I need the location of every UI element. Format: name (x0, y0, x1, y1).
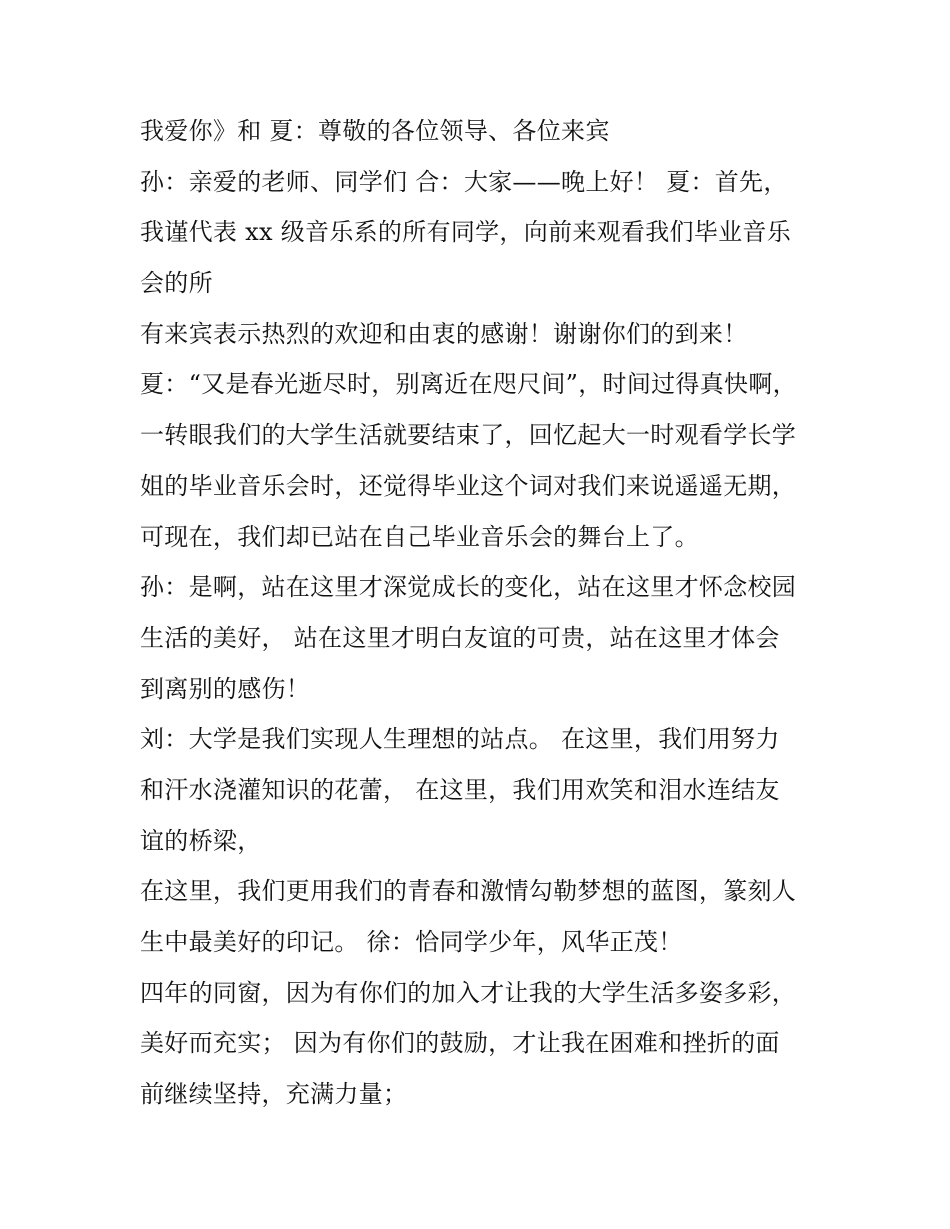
text-line-10: 孙：是啊，站在这里才深觉成长的变化，站在这里才怀念校园 (140, 573, 797, 602)
text-line-5: 有来宾表示热烈的欢迎和由衷的感谢！谢谢你们的到来！ (140, 319, 748, 348)
text-line-13: 刘：大学是我们实现人生理想的站点。 在这里，我们用努力 (140, 725, 780, 754)
text-line-12: 到离别的感伤！ (140, 674, 311, 703)
text-line-17: 生中最美好的印记。 徐：恰同学少年，风华正茂！ (140, 928, 683, 956)
text-line-4: 会的所 (140, 269, 213, 298)
text-line-3: 我谨代表 xx 级音乐系的所有同学，向前来观看我们毕业音乐 (140, 218, 792, 247)
text-line-19: 美好而充实； 因为有你们的鼓励，才让我在困难和挫折的面 (140, 1029, 780, 1058)
document-body (140, 106, 830, 1120)
text-line-14: 和汗水浇灌知识的花蕾， 在这里，我们用欢笑和泪水连结友 (140, 775, 780, 804)
text-line-6: 夏：“又是春光逝尽时，别离近在咫尺间”，时间过得真快啊， (140, 370, 797, 399)
text-line-2: 孙：亲爱的老师、同学们 合：大家——晚上好！ 夏：首先， (140, 167, 788, 196)
text-line-15: 谊的桥梁， (140, 826, 262, 855)
text-line-7: 一转眼我们的大学生活就要结束了，回忆起大一时观看学长学 (140, 421, 797, 450)
text-line-16: 在这里，我们更用我们的青春和激情勾勒梦想的蓝图，篆刻人 (140, 877, 797, 906)
text-line-11: 生活的美好， 站在这里才明白友谊的可贵，站在这里才体会 (140, 623, 780, 652)
text-line-18: 四年的同窗，因为有你们的加入才让我的大学生活多姿多彩， (140, 978, 797, 1007)
text-line-20: 前继续坚持，充满力量； (140, 1080, 408, 1109)
text-line-9: 可现在，我们却已站在自己毕业音乐会的舞台上了。 (140, 522, 699, 551)
text-line-8: 姐的毕业音乐会时，还觉得毕业这个词对我们来说遥遥无期， (140, 471, 797, 500)
text-line-1: 我爱你》和 夏：尊敬的各位领导、各位来宾 (140, 117, 610, 145)
